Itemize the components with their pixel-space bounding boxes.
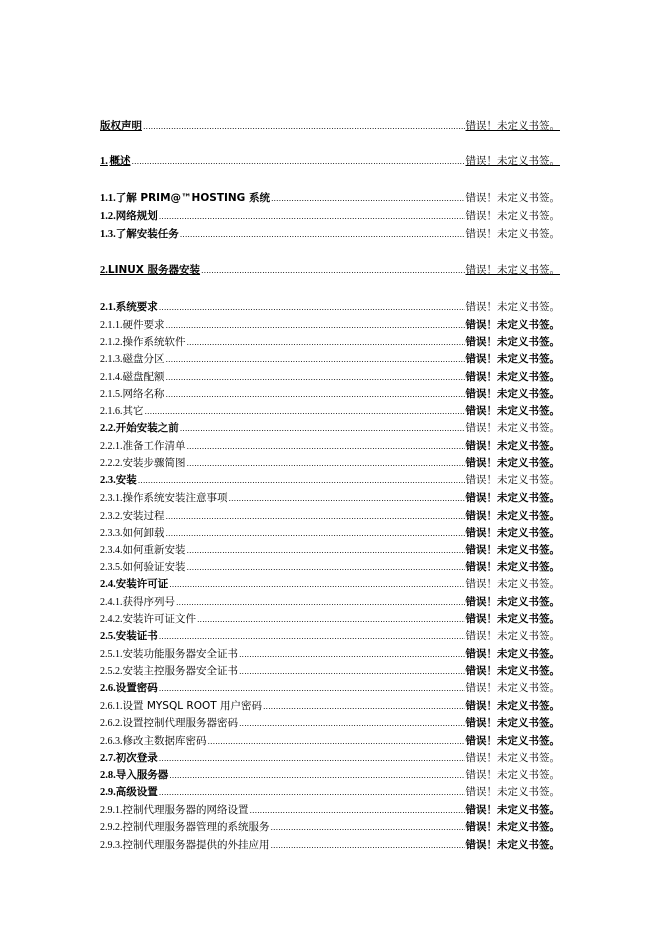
- toc-entry[interactable]: [100, 301, 560, 314]
- toc-leader-dots: [239, 665, 465, 678]
- toc-entry[interactable]: [100, 405, 560, 418]
- toc-entry[interactable]: [100, 769, 560, 782]
- toc-entry-title: 磁盘分区: [122, 353, 165, 365]
- toc-entry-title: 控制代理服务器管理的系统服务: [122, 821, 270, 833]
- toc-entry-number: 2.9.1.: [100, 805, 123, 816]
- toc-entry-title: 安装主控服务器安全证书: [122, 665, 238, 677]
- toc-entry[interactable]: [100, 544, 560, 557]
- toc-leader-dots: [145, 405, 465, 418]
- toc-entry-title: 获得序列号: [122, 596, 175, 608]
- toc-entry-page: 错误！未定义书签。: [465, 561, 560, 573]
- toc-leader-dots: [176, 596, 465, 609]
- toc-leader-dots: [131, 155, 464, 168]
- toc-entry[interactable]: [100, 155, 560, 168]
- toc-entry[interactable]: [100, 371, 560, 384]
- toc-leader-dots: [263, 700, 464, 713]
- toc-entry-title: 其它: [122, 405, 144, 417]
- toc-entry-page: 错误！未定义书签。: [465, 682, 560, 694]
- toc-leader-dots: [159, 786, 465, 799]
- toc-entry-number: 2.3.5.: [100, 562, 123, 573]
- toc-entry-page: 错误！未定义书签。: [465, 422, 560, 434]
- toc-leader-dots: [201, 264, 464, 277]
- toc-entry-page: 错误！未定义书签。: [465, 596, 560, 608]
- toc-entry-title: 安装证书: [115, 630, 158, 642]
- toc-entry-title: 修改主数据库密码: [122, 735, 207, 747]
- toc-entry-page: 错误！未定义书签。: [465, 821, 560, 833]
- toc-entry-page: 错误！未定义书签。: [465, 120, 560, 132]
- toc-entry-title: 设置 MYSQL ROOT 用户密码: [122, 700, 263, 712]
- toc-entry-number: 2.1.4.: [100, 372, 123, 383]
- toc-leader-dots: [166, 371, 465, 384]
- toc-leader-dots: [159, 301, 465, 314]
- toc-entry-number: 2.8.: [100, 770, 116, 781]
- toc-entry[interactable]: [100, 821, 560, 834]
- toc-entry-page: 错误！未定义书签。: [465, 630, 560, 642]
- toc-entry-number: 2.1.1.: [100, 320, 123, 331]
- toc-entry-number: 1.1.: [100, 193, 116, 204]
- toc-entry-page: 错误！未定义书签。: [465, 510, 560, 522]
- toc-entry-title: 导入服务器: [115, 769, 169, 781]
- toc-entry[interactable]: [100, 786, 560, 799]
- toc-entry-title: 如何重新安装: [122, 544, 186, 556]
- toc-entry-page: 错误！未定义书签。: [465, 228, 560, 240]
- toc-entry-title: 开始安装之前: [115, 422, 179, 434]
- toc-entry-page: 错误！未定义书签。: [465, 544, 560, 556]
- toc-entry[interactable]: [100, 804, 560, 817]
- toc-entry[interactable]: [100, 717, 560, 730]
- toc-entry-page: 错误！未定义书签。: [465, 700, 560, 712]
- toc-entry-title: 操作系统软件: [122, 336, 186, 348]
- toc-entry-title: 控制代理服务器的网络设置: [122, 804, 249, 816]
- toc-entry-title: 了解安装任务: [115, 228, 179, 240]
- toc-entry-number: 2.1.: [100, 302, 116, 313]
- toc-entry[interactable]: [100, 353, 560, 366]
- toc-entry-number: 2.3.4.: [100, 545, 123, 556]
- toc-entry-number: 1.: [100, 156, 108, 167]
- toc-entry-page: 错误！未定义书签。: [465, 319, 560, 331]
- toc-entry[interactable]: [100, 388, 560, 401]
- toc-entry-title: 初次登录: [115, 752, 158, 764]
- toc-entry-page: 错误！未定义书签。: [465, 613, 560, 625]
- toc-entry[interactable]: [100, 735, 560, 748]
- toc-entry-page: 错误！未定义书签。: [465, 192, 560, 204]
- toc-leader-dots: [208, 735, 465, 748]
- toc-entry[interactable]: [100, 264, 560, 277]
- toc-entry[interactable]: [100, 492, 560, 505]
- toc-entry[interactable]: [100, 665, 560, 678]
- toc-entry-page: 错误！未定义书签。: [465, 371, 560, 383]
- toc-entry-page: 错误！未定义书签。: [465, 804, 560, 816]
- toc-entry-title: 操作系统安装注意事项: [122, 492, 228, 504]
- toc-entry-number: 2.6.1.: [100, 701, 123, 712]
- toc-entry-title: 安装功能服务器安全证书: [122, 648, 238, 660]
- toc-entry-page: 错误！未定义书签。: [465, 336, 560, 348]
- toc-entry-title: 高级设置: [115, 786, 158, 798]
- toc-entry[interactable]: [100, 700, 560, 713]
- toc-leader-dots: [239, 648, 465, 661]
- toc-leader-dots: [180, 228, 465, 241]
- toc-entry-number: 2.3.: [100, 475, 116, 486]
- toc-entry-title: 如何验证安装: [122, 561, 186, 573]
- toc-leader-dots: [250, 804, 465, 817]
- toc-entry-number: 2.6.: [100, 683, 116, 694]
- toc-leader-dots: [239, 717, 465, 730]
- toc-entry[interactable]: [100, 561, 560, 574]
- toc-entry[interactable]: [100, 596, 560, 609]
- toc-leader-dots: [169, 769, 464, 782]
- toc-entry[interactable]: [100, 422, 560, 435]
- toc-entry-page: 错误！未定义书签。: [465, 786, 560, 798]
- toc-entry-number: 2.4.1.: [100, 597, 123, 608]
- toc-entry[interactable]: [100, 578, 560, 591]
- toc-leader-dots: [187, 457, 465, 470]
- toc-entry-title: 了解 PRIM@™HOSTING 系统: [115, 192, 270, 204]
- toc-leader-dots: [271, 821, 465, 834]
- toc-entry-number: 2.2.: [100, 423, 116, 434]
- toc-leader-dots: [187, 336, 465, 349]
- toc-entry[interactable]: [100, 336, 560, 349]
- toc-leader-dots: [166, 353, 465, 366]
- toc-entry[interactable]: [100, 682, 560, 695]
- toc-entry-page: 错误！未定义书签。: [465, 527, 560, 539]
- toc-leader-dots: [166, 527, 465, 540]
- toc-entry-page: 错误！未定义书签。: [465, 457, 560, 469]
- toc-entry-title: 磁盘配额: [122, 371, 165, 383]
- toc-leader-dots: [197, 613, 465, 626]
- toc-entry-number: 1.3.: [100, 229, 116, 240]
- toc-entry[interactable]: [100, 648, 560, 661]
- toc-entry[interactable]: [100, 120, 560, 133]
- toc-leader-dots: [271, 839, 465, 852]
- toc-entry[interactable]: [100, 630, 560, 643]
- toc-entry[interactable]: [100, 474, 560, 487]
- toc-leader-dots: [166, 388, 465, 401]
- toc-entry-number: 2.1.5.: [100, 389, 123, 400]
- toc-entry-number: 2.: [100, 265, 108, 276]
- toc-entry-number: 2.9.3.: [100, 840, 123, 851]
- toc-entry-title: 系统要求: [115, 301, 158, 313]
- toc-entry-title: 准备工作清单: [122, 440, 186, 452]
- toc-entry-page: 错误！未定义书签。: [465, 210, 560, 222]
- toc-entry-title: 安装: [115, 474, 137, 486]
- toc-entry-title: 安装许可证: [115, 578, 169, 590]
- toc-entry-page: 错误！未定义书签。: [465, 752, 560, 764]
- toc-entry[interactable]: [100, 839, 560, 852]
- toc-entry[interactable]: [100, 613, 560, 626]
- toc-entry-number: 2.2.1.: [100, 441, 123, 452]
- toc-entry-page: 错误！未定义书签。: [465, 474, 560, 486]
- toc-entry-page: 错误！未定义书签。: [465, 388, 560, 400]
- toc-entry-number: 2.6.2.: [100, 718, 123, 729]
- toc-entry-number: 1.2.: [100, 211, 116, 222]
- toc-entry-title: 版权声明: [100, 120, 142, 132]
- toc-leader-dots: [159, 752, 465, 765]
- toc-entry[interactable]: [100, 527, 560, 540]
- toc-entry-title: 网络名称: [122, 388, 165, 400]
- toc-leader-dots: [229, 492, 465, 505]
- toc-leader-dots: [271, 192, 465, 205]
- toc-entry-page: 错误！未定义书签。: [465, 301, 560, 313]
- toc-entry-number: 2.6.3.: [100, 736, 123, 747]
- toc-leader-dots: [166, 510, 465, 523]
- toc-entry-number: 2.5.: [100, 631, 116, 642]
- toc-entry-page: 错误！未定义书签。: [465, 735, 560, 747]
- toc-entry-title: 安装许可证文件: [122, 613, 196, 625]
- toc-entry[interactable]: [100, 192, 560, 205]
- toc-entry-number: 2.9.: [100, 787, 116, 798]
- toc-entry-number: 2.4.2.: [100, 614, 123, 625]
- toc-entry-number: 2.1.3.: [100, 354, 123, 365]
- toc-leader-dots: [187, 561, 465, 574]
- toc-entry-page: 错误！未定义书签。: [465, 440, 560, 452]
- toc-entry-number: 2.5.2.: [100, 666, 123, 677]
- toc-entry[interactable]: [100, 228, 560, 241]
- toc-leader-dots: [187, 440, 465, 453]
- toc-entry-title: 安装过程: [122, 510, 165, 522]
- toc-entry[interactable]: [100, 510, 560, 523]
- toc-leader-dots: [180, 422, 465, 435]
- toc-leader-dots: [138, 474, 465, 487]
- toc-leader-dots: [166, 319, 465, 332]
- toc-entry-page: 错误！未定义书签。: [465, 648, 560, 660]
- toc-leader-dots: [187, 544, 465, 557]
- toc-leader-dots: [159, 630, 465, 643]
- toc-entry-title: 硬件要求: [122, 319, 165, 331]
- toc-entry-number: 2.1.6.: [100, 406, 123, 417]
- toc-entry-title: 设置控制代理服务器密码: [122, 717, 238, 729]
- toc-entry-number: 2.9.2.: [100, 822, 123, 833]
- toc-leader-dots: [159, 210, 465, 223]
- toc-entry-number: 2.3.3.: [100, 528, 123, 539]
- toc-entry-page: 错误！未定义书签。: [465, 839, 560, 851]
- toc-entry-page: 错误！未定义书签。: [465, 155, 560, 167]
- toc-entry-page: 错误！未定义书签。: [465, 405, 560, 417]
- toc-entry-page: 错误！未定义书签。: [465, 578, 560, 590]
- toc-entry-page: 错误！未定义书签。: [465, 769, 560, 781]
- toc-entry-page: 错误！未定义书签。: [465, 492, 560, 504]
- toc-entry-title: 网络规划: [115, 210, 158, 222]
- toc-entry-page: 错误！未定义书签。: [465, 264, 560, 276]
- toc-entry[interactable]: [100, 440, 560, 453]
- toc-entry[interactable]: [100, 457, 560, 470]
- toc-entry-number: 2.3.2.: [100, 511, 123, 522]
- toc-leader-dots: [159, 682, 465, 695]
- toc-entry-number: 2.2.2.: [100, 458, 123, 469]
- toc-entry-number: 2.7.: [100, 753, 116, 764]
- toc-leader-dots: [143, 120, 465, 133]
- toc-entry-page: 错误！未定义书签。: [465, 717, 560, 729]
- toc-entry-page: 错误！未定义书签。: [465, 665, 560, 677]
- toc-entry-title: 设置密码: [115, 682, 158, 694]
- toc-entry-title: 控制代理服务器提供的外挂应用: [122, 839, 270, 851]
- toc-entry-number: 2.5.1.: [100, 649, 123, 660]
- toc-entry[interactable]: [100, 319, 560, 332]
- toc-entry-title: 如何卸载: [122, 527, 165, 539]
- toc-entry-title: LINUX 服务器安装: [107, 264, 201, 276]
- toc-entry[interactable]: [100, 752, 560, 765]
- toc-entry-number: 2.4.: [100, 579, 116, 590]
- toc-entry-number: 2.1.2.: [100, 337, 123, 348]
- toc-entry-number: 2.3.1.: [100, 493, 123, 504]
- toc-entry[interactable]: [100, 210, 560, 223]
- toc-leader-dots: [169, 578, 464, 591]
- toc-entry-title: 安装步骤简图: [122, 457, 186, 469]
- toc-entry-page: 错误！未定义书签。: [465, 353, 560, 365]
- toc-entry-title: 概述: [109, 155, 131, 167]
